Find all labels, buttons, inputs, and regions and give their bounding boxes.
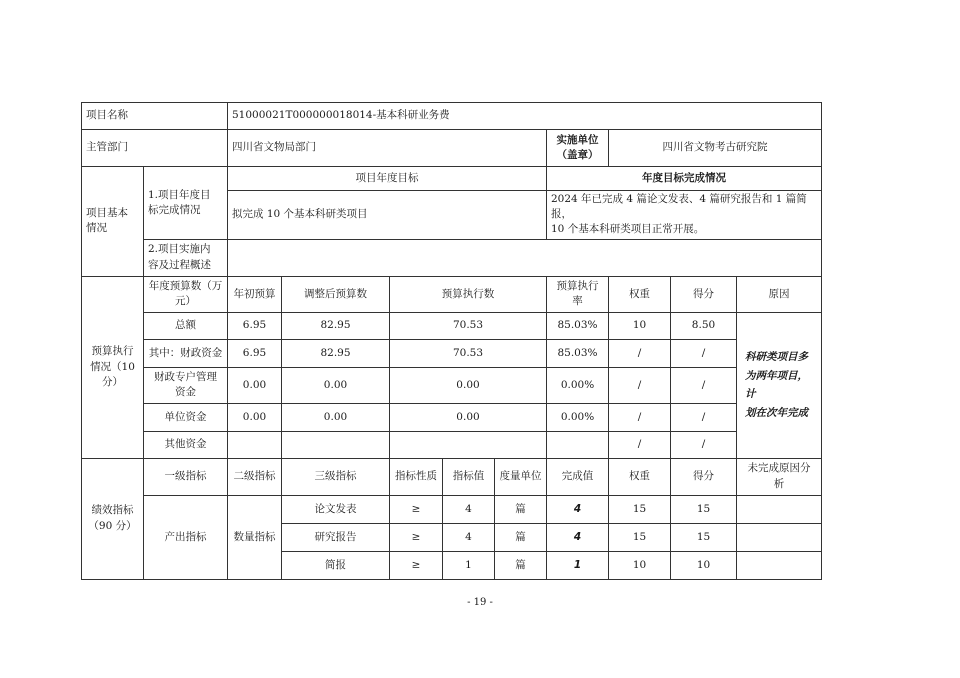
budget-row-score: 8.50 xyxy=(671,312,737,339)
budget-row-rate: 85.03% xyxy=(547,312,609,339)
perf-header-row xyxy=(82,458,822,495)
budget-row xyxy=(82,367,822,403)
perf-level2-header: 二级指标 xyxy=(228,458,282,495)
perf-level1-header: 一级指标 xyxy=(144,458,228,495)
perf-reason-header: 未完成原因分 析 xyxy=(737,458,822,495)
budget-row-name: 财政专户管理 资金 xyxy=(144,367,228,403)
dept-label: 主管部门 xyxy=(82,130,228,167)
perf-score-header: 得分 xyxy=(671,458,737,495)
perf-level1-value: 产出指标 xyxy=(144,495,228,579)
budget-row xyxy=(82,403,822,431)
project-name-row xyxy=(82,103,822,130)
perf-actual-header: 完成值 xyxy=(547,458,609,495)
perf-row-unit: 篇 xyxy=(495,495,547,523)
dept-row xyxy=(82,130,822,167)
perf-row xyxy=(82,495,822,523)
perf-row-reason xyxy=(737,551,822,579)
budget-reason-text: 科研类项目多 为两年项目，计 划在次年完成 xyxy=(737,312,822,458)
perf-row-actual: 1 xyxy=(547,551,609,579)
perf-row-target: 1 xyxy=(443,551,495,579)
perf-row-nature: ≥ xyxy=(390,495,443,523)
perf-section-label: 绩效指标 （90 分） xyxy=(82,458,144,579)
budget-row-executed: 70.53 xyxy=(390,339,547,367)
impl-unit-value: 四川省文物考古研究院 xyxy=(609,130,822,167)
budget-row-score: / xyxy=(671,403,737,431)
budget-section-label: 预算执行 情况（10 分） xyxy=(82,276,144,458)
perf-row-name: 论文发表 xyxy=(282,495,390,523)
budget-row-weight: / xyxy=(609,431,671,458)
budget-score-header: 得分 xyxy=(671,276,737,312)
project-name-label: 项目名称 xyxy=(82,103,228,130)
basic-section-label: 项目基本 情况 xyxy=(82,167,144,277)
budget-row-executed: 70.53 xyxy=(390,312,547,339)
performance-evaluation-table xyxy=(81,102,822,459)
perf-row-reason xyxy=(737,523,822,551)
budget-row-adjusted: 82.95 xyxy=(282,339,390,367)
budget-row-name: 其他资金 xyxy=(144,431,228,458)
perf-target-header: 指标值 xyxy=(443,458,495,495)
budget-row-executed: 0.00 xyxy=(390,403,547,431)
budget-row-name: 单位资金 xyxy=(144,403,228,431)
budget-row-weight: / xyxy=(609,403,671,431)
budget-row-initial xyxy=(228,431,282,458)
budget-row-adjusted: 0.00 xyxy=(282,367,390,403)
budget-row-initial: 6.95 xyxy=(228,339,282,367)
budget-row-adjusted xyxy=(282,431,390,458)
budget-row-name: 其中：财政资金 xyxy=(144,339,228,367)
perf-level2-value: 数量指标 xyxy=(228,495,282,579)
perf-unit-header: 度量单位 xyxy=(495,458,547,495)
budget-row xyxy=(82,431,822,458)
perf-level3-header: 三级指标 xyxy=(282,458,390,495)
annual-goal-header: 项目年度目标 xyxy=(228,167,547,191)
process-label: 2.项目实施内 容及过程概述 xyxy=(144,239,228,276)
budget-adjusted-header: 调整后预算数 xyxy=(282,276,390,312)
perf-weight-header: 权重 xyxy=(609,458,671,495)
process-value xyxy=(228,239,822,276)
goal-completion-label: 1.项目年度目 标完成情况 xyxy=(144,167,228,240)
annual-goal-value: 拟完成 10 个基本科研类项目 xyxy=(228,191,547,240)
budget-executed-header: 预算执行数 xyxy=(390,276,547,312)
budget-rate-header: 预算执行 率 xyxy=(547,276,609,312)
perf-row-reason xyxy=(737,495,822,523)
perf-row-target: 4 xyxy=(443,495,495,523)
basic-header-row xyxy=(82,167,822,191)
budget-row-rate xyxy=(547,431,609,458)
budget-row-executed xyxy=(390,431,547,458)
performance-table-sheet xyxy=(81,102,821,580)
perf-row-score: 10 xyxy=(671,551,737,579)
budget-row-weight: / xyxy=(609,339,671,367)
perf-row-weight: 15 xyxy=(609,523,671,551)
budget-row-initial: 0.00 xyxy=(228,367,282,403)
budget-annual-header: 年度预算数（万 元） xyxy=(144,276,228,312)
perf-row-actual: 4 xyxy=(547,495,609,523)
perf-row-name: 研究报告 xyxy=(282,523,390,551)
completion-header: 年度目标完成情况 xyxy=(547,167,822,191)
perf-row-weight: 15 xyxy=(609,495,671,523)
budget-row-adjusted: 0.00 xyxy=(282,403,390,431)
budget-row-rate: 0.00% xyxy=(547,403,609,431)
perf-row-nature: ≥ xyxy=(390,551,443,579)
perf-nature-header: 指标性质 xyxy=(390,458,443,495)
budget-header-row xyxy=(82,276,822,312)
budget-initial-header: 年初预算 xyxy=(228,276,282,312)
basic-process-row xyxy=(82,239,822,276)
budget-row-executed: 0.00 xyxy=(390,367,547,403)
budget-row-rate: 0.00% xyxy=(547,367,609,403)
budget-row-adjusted: 82.95 xyxy=(282,312,390,339)
project-name-value: 51000021T000000018014-基本科研业务费 xyxy=(228,103,822,130)
impl-unit-label: 实施单位 （盖章） xyxy=(547,130,609,167)
perf-row-score: 15 xyxy=(671,523,737,551)
budget-row-rate: 85.03% xyxy=(547,339,609,367)
budget-weight-header: 权重 xyxy=(609,276,671,312)
perf-row-actual: 4 xyxy=(547,523,609,551)
perf-row-weight: 10 xyxy=(609,551,671,579)
budget-row-weight: 10 xyxy=(609,312,671,339)
budget-row xyxy=(82,312,822,339)
budget-row-weight: / xyxy=(609,367,671,403)
performance-indicator-table xyxy=(81,458,822,580)
budget-row-score: / xyxy=(671,431,737,458)
page-number: - 19 - xyxy=(467,597,493,608)
dept-value: 四川省文物局部门 xyxy=(228,130,547,167)
budget-row-initial: 0.00 xyxy=(228,403,282,431)
budget-row-name: 总额 xyxy=(144,312,228,339)
budget-row-score: / xyxy=(671,367,737,403)
perf-row-nature: ≥ xyxy=(390,523,443,551)
perf-row-unit: 篇 xyxy=(495,523,547,551)
perf-row-name: 简报 xyxy=(282,551,390,579)
perf-row-target: 4 xyxy=(443,523,495,551)
budget-row xyxy=(82,339,822,367)
perf-row-unit: 篇 xyxy=(495,551,547,579)
perf-row-score: 15 xyxy=(671,495,737,523)
budget-row-score: / xyxy=(671,339,737,367)
completion-value: 2024 年已完成 4 篇论文发表、4 篇研究报告和 1 篇简报， 10 个基本科研类项目正常开展。 xyxy=(547,191,822,240)
budget-reason-header: 原因 xyxy=(737,276,822,312)
budget-row-initial: 6.95 xyxy=(228,312,282,339)
